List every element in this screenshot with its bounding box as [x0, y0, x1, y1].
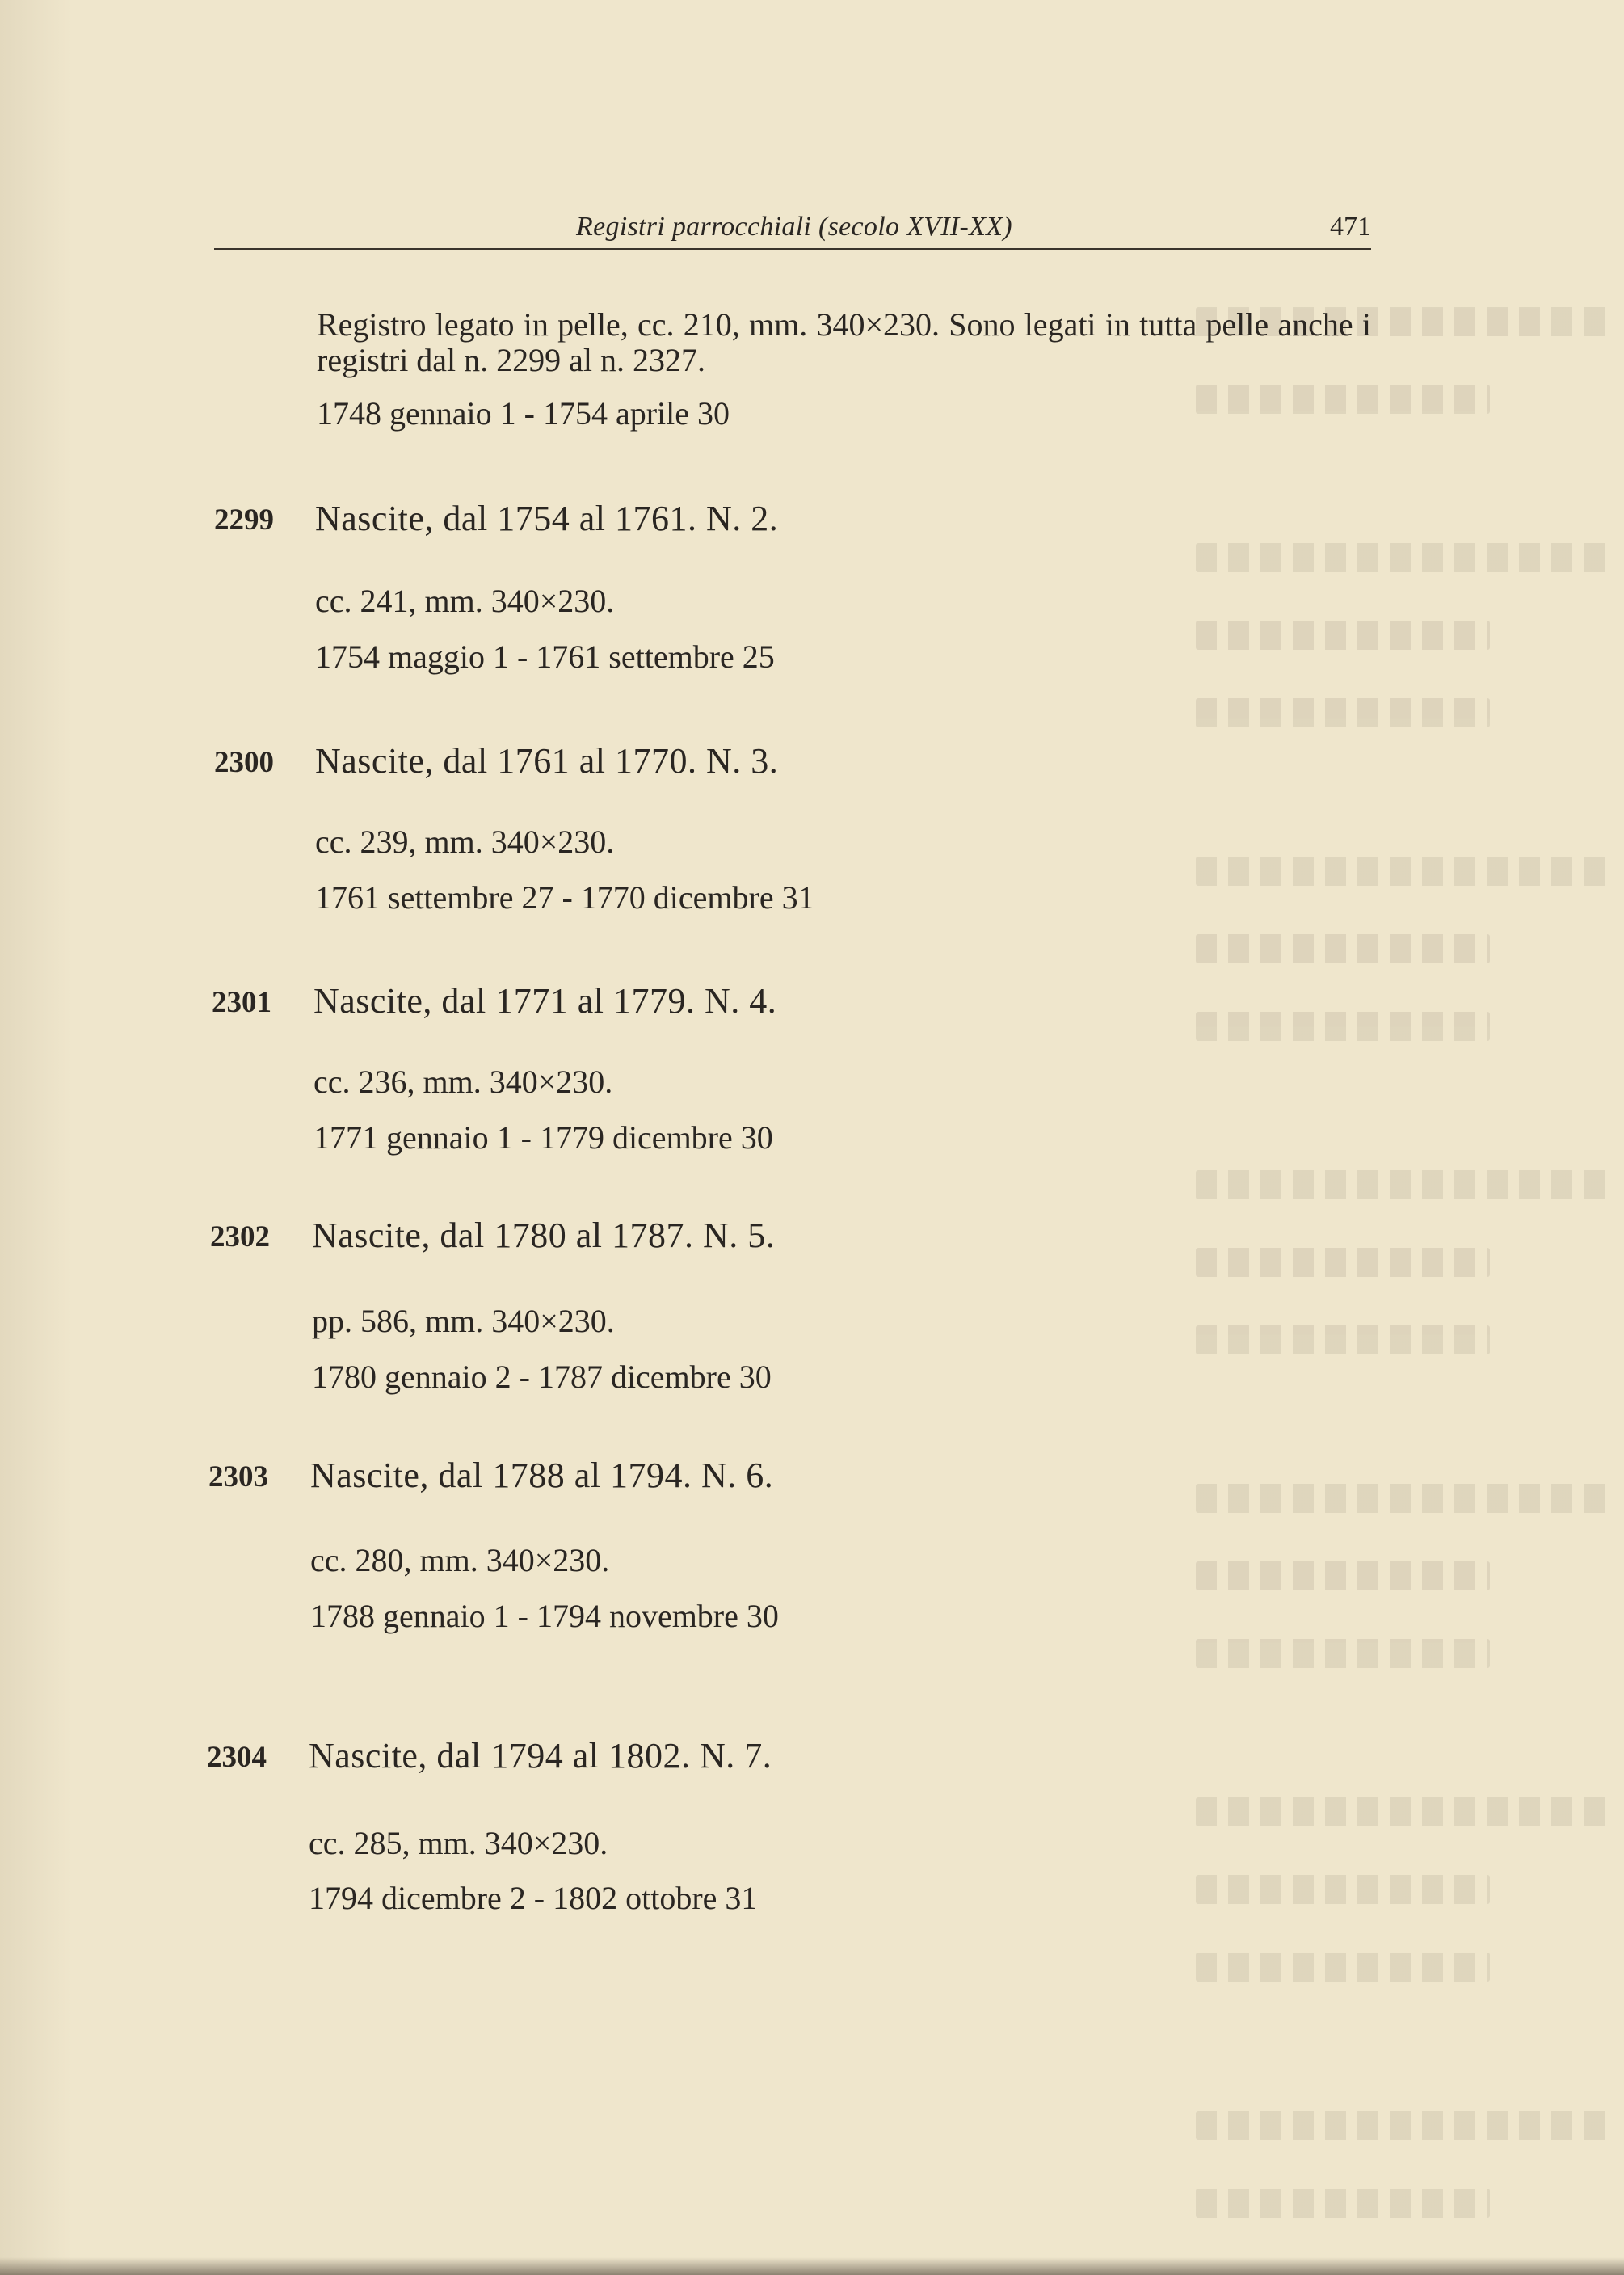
entry-number: 2300: [214, 746, 274, 779]
entry-dates: 1754 maggio 1 - 1761 settembre 25: [315, 638, 775, 675]
entry-title: Nascite, dal 1761 al 1770. N. 3.: [315, 741, 779, 781]
intro-description: Registro legato in pelle, cc. 210, mm. 340×230. Sono legati in tutta pelle anche i registri dal n. 2299 al n. 2327.: [317, 306, 1371, 378]
page-header: [214, 212, 1371, 251]
entry-dates: 1788 gennaio 1 - 1794 novembre 30: [310, 1598, 779, 1634]
entry-description: cc. 285, mm. 340×230.: [309, 1825, 608, 1861]
entry-description: cc. 239, mm. 340×230.: [315, 824, 615, 860]
entry-description: cc. 236, mm. 340×230.: [313, 1064, 613, 1100]
intro-dates: 1748 gennaio 1 - 1754 aprile 30: [317, 395, 730, 432]
entry-number: 2303: [208, 1460, 268, 1493]
page-number: 471: [1330, 212, 1371, 242]
entry-title: Nascite, dal 1754 al 1761. N. 2.: [315, 499, 779, 538]
entry-number: 2302: [210, 1220, 270, 1253]
entry-dates: 1771 gennaio 1 - 1779 dicembre 30: [313, 1119, 773, 1156]
entry-description: cc. 241, mm. 340×230.: [315, 583, 615, 619]
header-rule: [214, 248, 1371, 250]
entry-description: pp. 586, mm. 340×230.: [312, 1303, 615, 1339]
entry-number: 2299: [214, 503, 274, 537]
bleed-through-text: [1196, 307, 1616, 1923]
entry-title: Nascite, dal 1771 al 1779. N. 4.: [313, 981, 777, 1021]
entry-number: 2301: [212, 986, 271, 1019]
entry-description: cc. 280, mm. 340×230.: [310, 1542, 610, 1578]
running-title: Registri parrocchiali (secolo XVII-XX): [576, 212, 1012, 242]
entry-title: Nascite, dal 1780 al 1787. N. 5.: [312, 1215, 776, 1255]
entry-dates: 1761 settembre 27 - 1770 dicembre 31: [315, 879, 814, 916]
entry-title: Nascite, dal 1794 al 1802. N. 7.: [309, 1736, 772, 1776]
entry-dates: 1780 gennaio 2 - 1787 dicembre 30: [312, 1359, 772, 1395]
entry-number: 2304: [207, 1741, 267, 1774]
entry-title: Nascite, dal 1788 al 1794. N. 6.: [310, 1456, 774, 1495]
entry-dates: 1794 dicembre 2 - 1802 ottobre 31: [309, 1880, 758, 1916]
